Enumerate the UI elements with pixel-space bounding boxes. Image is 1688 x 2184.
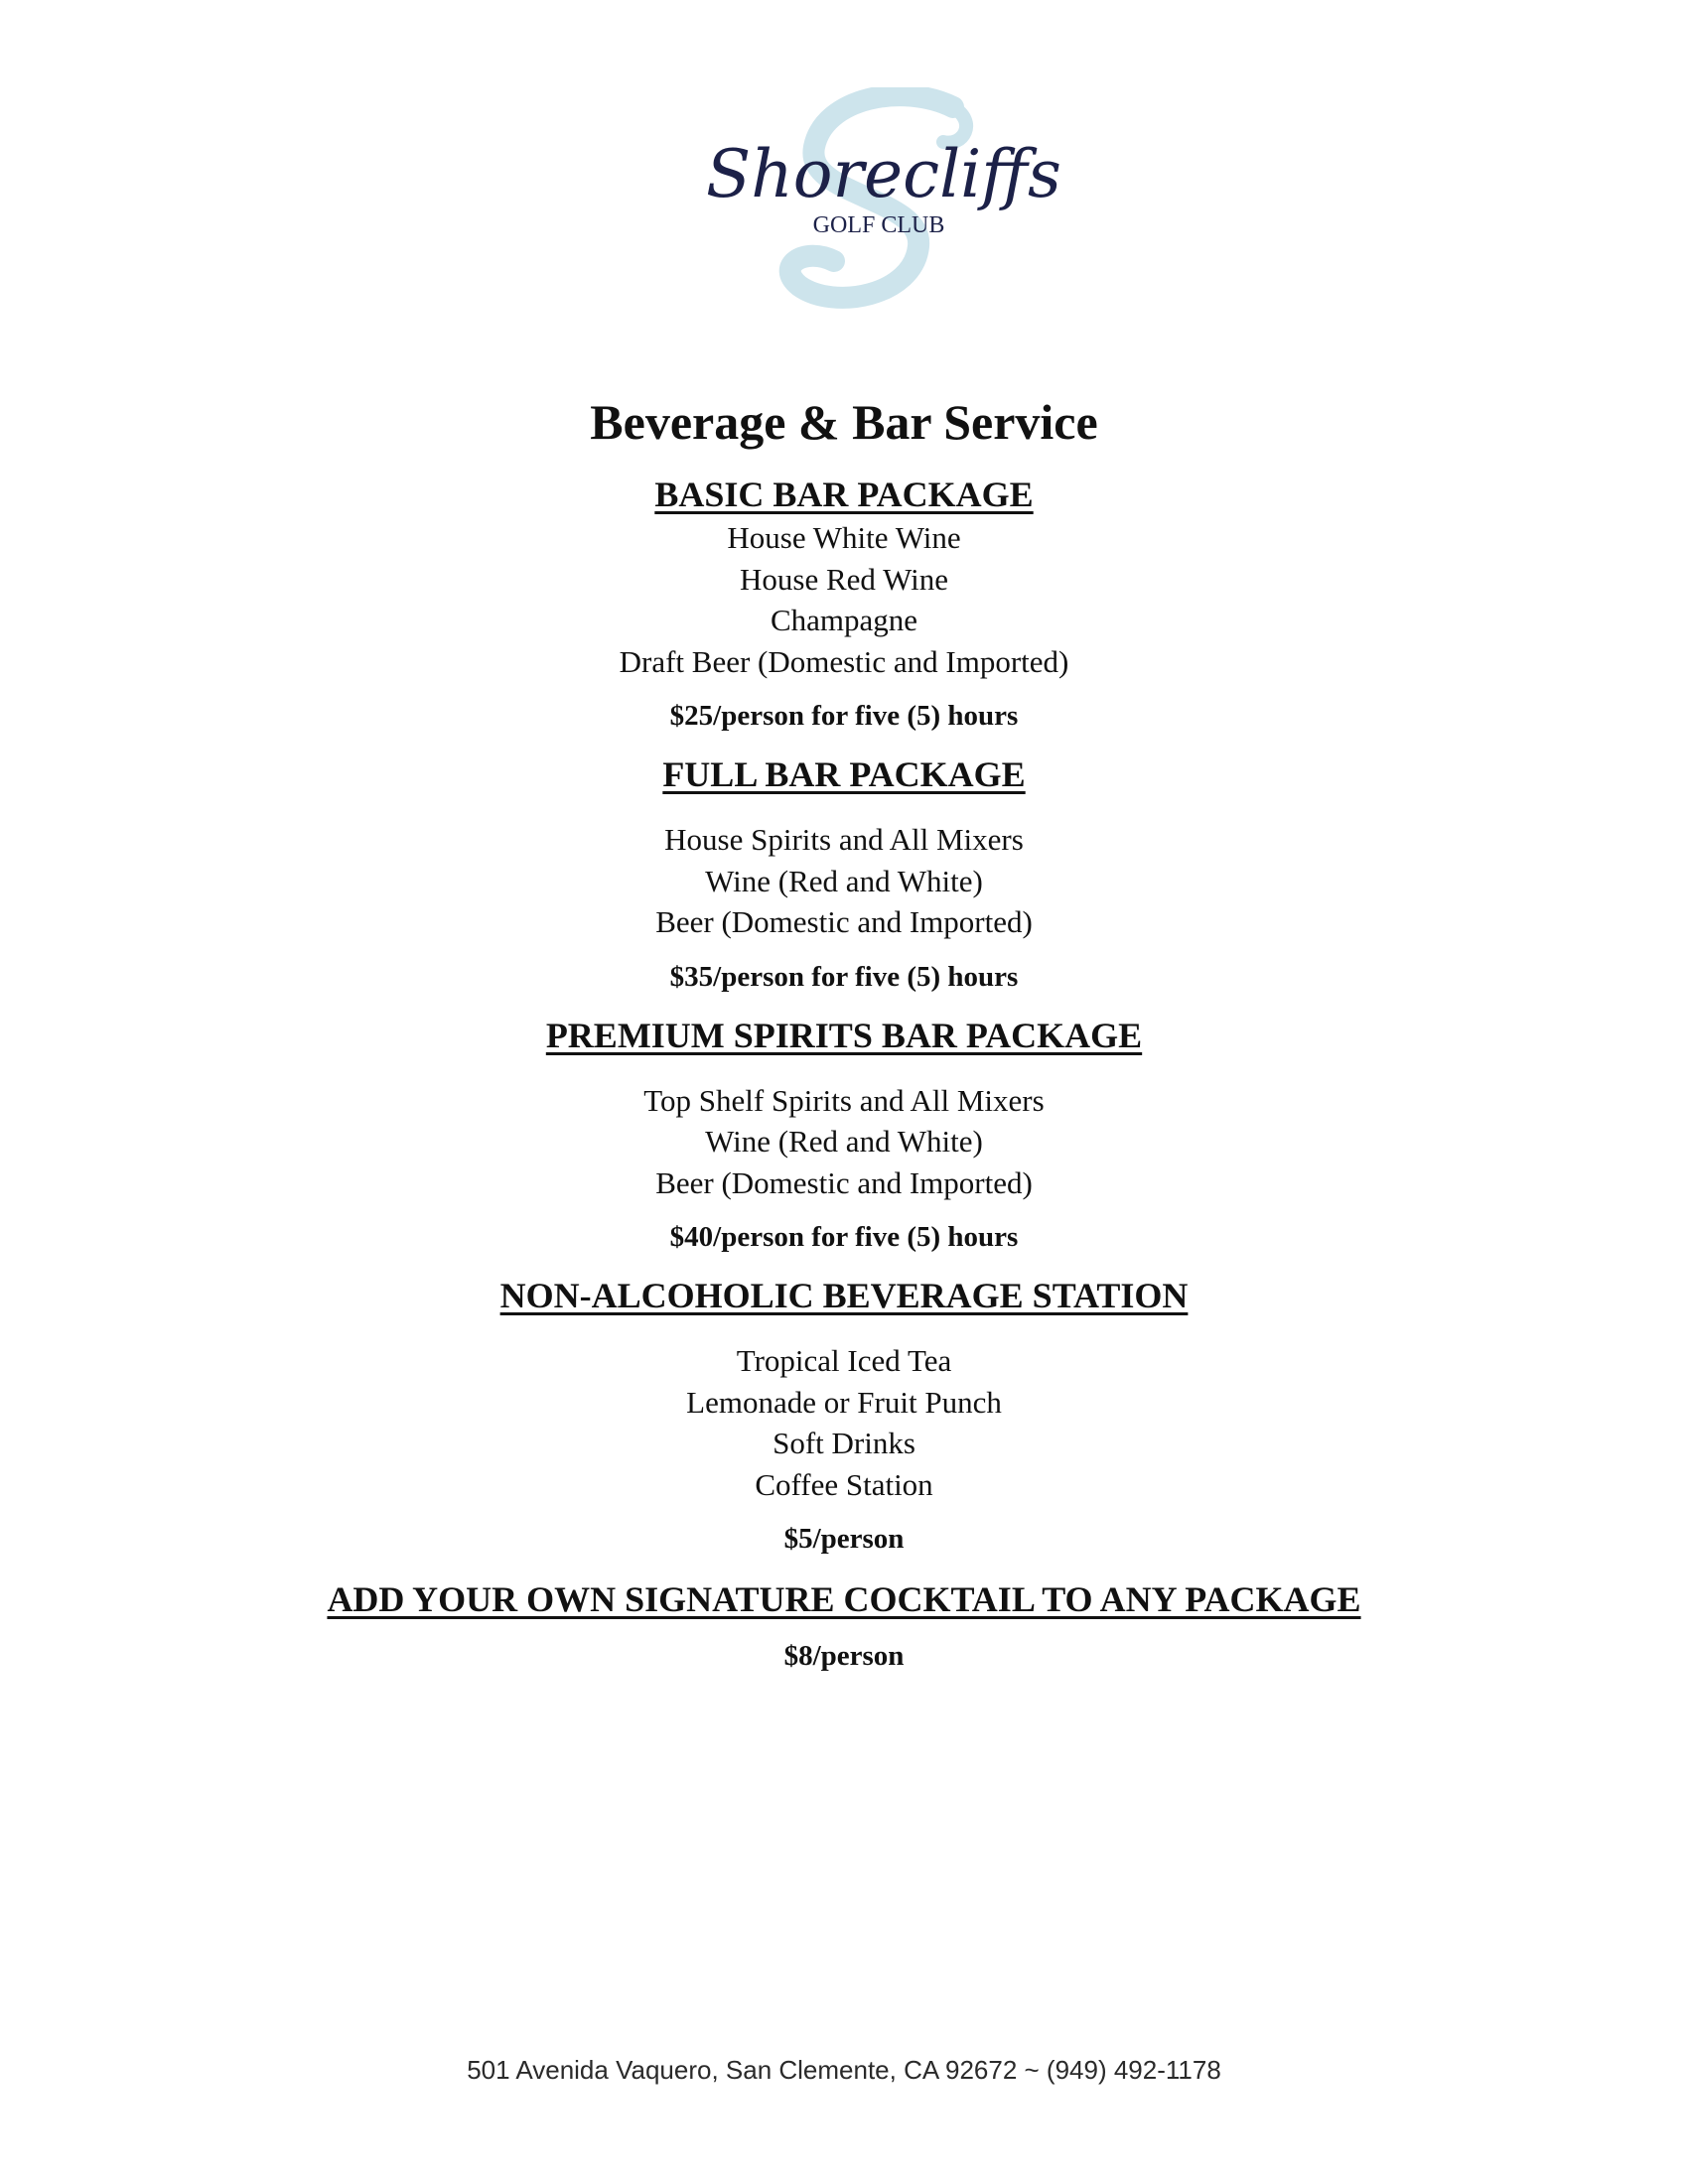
- svg-text:GOLF CLUB: GOLF CLUB: [812, 212, 945, 238]
- section-heading-full: FULL BAR PACKAGE: [662, 754, 1026, 794]
- footer-address: 501 Avenida Vaquero, San Clemente, CA 92672 ~ (949) 492-1178: [467, 2055, 1221, 2085]
- list-item: House Spirits and All Mixers: [664, 822, 1024, 857]
- menu-content: [0, 392, 1688, 1676]
- price-basic: $25/person for five (5) hours: [669, 700, 1019, 732]
- price-full: $35/person for five (5) hours: [669, 960, 1019, 993]
- list-item: Champagne: [770, 603, 918, 637]
- section-heading-premium: PREMIUM SPIRITS BAR PACKAGE: [545, 1015, 1143, 1055]
- list-item: Beer (Domestic and Imported): [655, 904, 1033, 939]
- list-item: Wine (Red and White): [705, 1124, 983, 1159]
- basic-items: [0, 517, 1688, 682]
- list-item: Draft Beer (Domestic and Imported): [619, 643, 1069, 679]
- list-item: Beer (Domestic and Imported): [655, 1164, 1033, 1200]
- list-item: Coffee Station: [755, 1466, 933, 1502]
- premium-items: [0, 1080, 1688, 1204]
- section-heading-signature-cocktail: ADD YOUR OWN SIGNATURE COCKTAIL TO ANY PACKAGE: [327, 1579, 1361, 1619]
- full-items: [0, 819, 1688, 943]
- price-signature-cocktail: $8/person: [783, 1640, 905, 1672]
- list-item: Soft Drinks: [773, 1426, 915, 1460]
- section-heading-non-alcoholic: NON-ALCOHOLIC BEVERAGE STATION: [499, 1276, 1189, 1315]
- shorecliffs-logo-icon: [705, 87, 1062, 316]
- section-heading-basic: BASIC BAR PACKAGE: [654, 475, 1034, 514]
- club-logo: [705, 87, 1062, 316]
- list-item: Tropical Iced Tea: [736, 1343, 952, 1378]
- list-item: House White Wine: [727, 520, 961, 555]
- list-item: Wine (Red and White): [705, 863, 983, 898]
- price-premium: $40/person for five (5) hours: [669, 1221, 1019, 1253]
- svg-text:Shorecliffs: Shorecliffs: [706, 136, 1061, 212]
- page-title: Beverage & Bar Service: [590, 394, 1098, 450]
- list-item: House Red Wine: [740, 561, 948, 597]
- list-item: Lemonade or Fruit Punch: [686, 1384, 1002, 1420]
- list-item: Top Shelf Spirits and All Mixers: [643, 1082, 1045, 1118]
- non-alcoholic-items: [0, 1340, 1688, 1505]
- price-non-alcoholic: $5/person: [783, 1523, 905, 1555]
